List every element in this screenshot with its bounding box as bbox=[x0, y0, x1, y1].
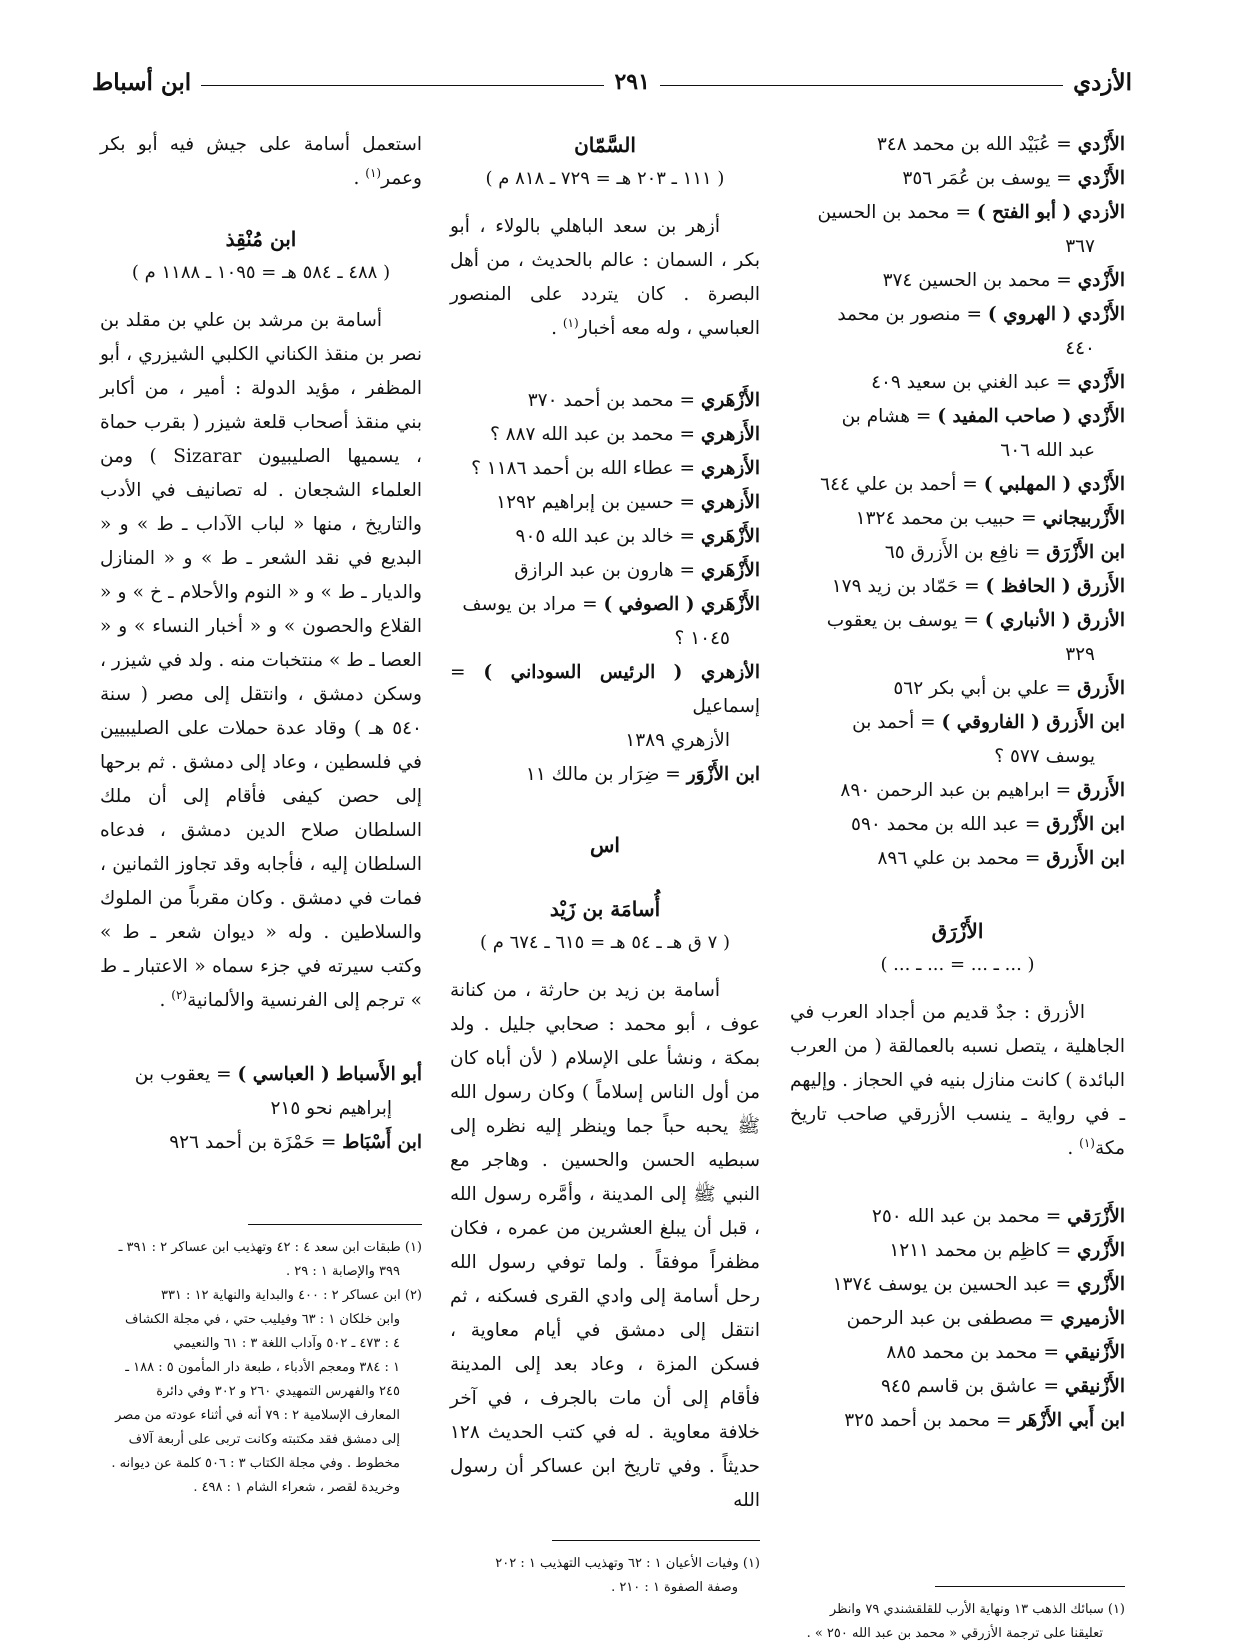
entry-headword: الأَزْدي bbox=[1077, 270, 1125, 291]
entry-reference: = حبيب بن محمد ١٣٢٤ bbox=[855, 508, 1043, 529]
entry-reference: = محمد بن عبد الله ٢٥٠ bbox=[871, 1206, 1068, 1227]
entry-reference: = يعقوب بن bbox=[134, 1064, 238, 1085]
index-entry bbox=[450, 486, 760, 520]
entry-reference: = عبد الحسين بن يوسف ١٣٧٤ bbox=[832, 1274, 1077, 1295]
footnote-line: ١ : ٣٨٤ ومعجم الأدباء ، طبعة دار المأمون ٥ : ١٨٨ ـ bbox=[125, 1360, 400, 1375]
entry-headword: أبو الأَسباط ( العباسي ) bbox=[237, 1064, 422, 1085]
section-letters: اس bbox=[590, 833, 620, 857]
index-entry bbox=[450, 418, 760, 452]
running-header bbox=[92, 62, 1132, 102]
entry-headword: ابن الأَزْوَر bbox=[686, 764, 760, 785]
index-entry bbox=[450, 452, 760, 486]
entry-reference: = يوسف بن يعقوب bbox=[826, 610, 985, 631]
footnotes-middle bbox=[450, 1552, 760, 1600]
entry-reference: = محمد بن الحسين ٣٧٤ bbox=[882, 270, 1078, 291]
entry-reference: = ابراهيم بن عبد الرحمن ٨٩٠ bbox=[840, 780, 1078, 801]
entry-reference: ٣٦٧ bbox=[1065, 236, 1095, 257]
entry-reference: = حسين بن إبراهيم ١٢٩٢ bbox=[496, 492, 701, 513]
entry-headword: الأَزْدي ( المهلبي ) bbox=[983, 474, 1125, 495]
entry-reference: = مراد بن يوسف bbox=[462, 594, 604, 615]
index-entry bbox=[790, 264, 1125, 298]
footnote-line: ٣٩٩ والإصابة ١ : ٢٩ . bbox=[286, 1264, 400, 1279]
index-entry bbox=[790, 638, 1125, 672]
index-entry bbox=[790, 332, 1125, 366]
entry-headword: ابن الأَزْرَق bbox=[1046, 542, 1125, 563]
index-entry bbox=[450, 758, 760, 792]
entry-headword: الأَزرق bbox=[1077, 678, 1125, 699]
article-title: السَّمّان bbox=[574, 133, 636, 157]
entry-reference: إبراهيم نحو ٢١٥ bbox=[270, 1098, 392, 1119]
entry-headword: الأَزْرَقي bbox=[1067, 1206, 1125, 1227]
footnote-line: (١) طبقات ابن سعد ٤ : ٤٢ وتهذيب ابن عساكر ٢ : ٣٩١ ـ bbox=[118, 1240, 422, 1255]
entry-reference: = عطاء الله بن أحمد ١١٨٦ ؟ bbox=[471, 458, 701, 479]
article-body: أزهر بن سعد الباهلي بالولاء ، أبو بكر ، السمان : عالم بالحديث ، من أهل البصرة . كان يتردد على المنصور العباسي ، وله معه أخبار$^{(١)}$ . bbox=[450, 216, 760, 339]
middle-column bbox=[450, 128, 760, 1518]
index-entry bbox=[790, 1404, 1125, 1438]
header-rule-left bbox=[201, 85, 604, 86]
entry-headword: الأَزْنيقي bbox=[1064, 1342, 1125, 1363]
entry-reference: = علي بن أبي بكر ٥٦٢ bbox=[893, 678, 1078, 699]
entry-headword: الأزرق ( الأنباري ) bbox=[984, 610, 1125, 631]
index-entry bbox=[790, 162, 1125, 196]
entry-reference: = كاظِم بن محمد ١٢١١ bbox=[889, 1240, 1077, 1261]
index-entry bbox=[450, 724, 760, 758]
footnote-line: (١) سبائك الذهب ١٣ ونهاية الأرب للقلقشندي ٧٩ وانظر bbox=[829, 1602, 1125, 1617]
entry-reference: = إسماعيل bbox=[450, 662, 760, 717]
entry-reference: ١٠٤٥ ؟ bbox=[674, 628, 730, 649]
index-entry bbox=[790, 230, 1125, 264]
entry-reference: = نافِع بن الأَزرق ٦٥ bbox=[884, 542, 1047, 563]
entry-reference: = محمد بن الحسين bbox=[817, 202, 977, 223]
header-rule-right bbox=[660, 85, 1063, 86]
index-entry bbox=[790, 366, 1125, 400]
entry-headword: الأَزْدي bbox=[1077, 372, 1125, 393]
index-entry bbox=[790, 298, 1125, 332]
entry-headword: الأزهري ( الرئيس السوداني ) bbox=[483, 662, 760, 683]
footnote-line: مخطوط . وفي مجلة الكتاب ٣ : ٥٠٦ كلمة عن ديوانه . bbox=[111, 1456, 400, 1471]
index-entry bbox=[790, 672, 1125, 706]
entry-reference: = محمد بن محمد ٨٨٥ bbox=[886, 1342, 1065, 1363]
index-entry bbox=[790, 536, 1125, 570]
index-entry bbox=[790, 434, 1125, 468]
entry-reference: = خالد بن عبد الله ٩٠٥ bbox=[515, 526, 701, 547]
entry-reference: ٤٤٠ bbox=[1065, 338, 1095, 359]
entry-headword: الأَزرق ( الحافظ ) bbox=[985, 576, 1125, 597]
entry-reference: = محمد بن أحمد ٣٧٠ bbox=[527, 390, 701, 411]
entry-reference: يوسف ٥٧٧ ؟ bbox=[994, 746, 1095, 767]
note-ref: (١) bbox=[1079, 1135, 1095, 1150]
index-entry bbox=[790, 604, 1125, 638]
article-dates: ( ١١١ ـ ٢٠٣ هـ = ٧٢٩ ـ ٨١٨ م ) bbox=[485, 168, 725, 189]
index-entry bbox=[790, 774, 1125, 808]
entry-reference: = محمد بن أحمد ٣٢٥ bbox=[844, 1410, 1018, 1431]
footnote-line: ٤ : ٤٧٣ ـ ٥٠٢ وآداب اللغة ٣ : ٦١ والنعيمي bbox=[173, 1336, 400, 1351]
footnote-line: وابن خلكان ١ : ٦٣ وفيليب حتي ، في مجلة الكشاف bbox=[125, 1312, 400, 1327]
entry-reference: = محمد بن علي ٨٩٦ bbox=[877, 848, 1047, 869]
index-entry bbox=[450, 656, 760, 724]
index-entry bbox=[790, 570, 1125, 604]
entry-headword: الأَزهري bbox=[700, 492, 760, 513]
index-entry bbox=[790, 740, 1125, 774]
header-left-word: ابن أسباط bbox=[92, 68, 192, 96]
article-body: الأزرق : جدٌ قديم من أجداد العرب في الجاهلية ، يتصل نسبه بالعمالقة ( من العرب البائدة ) كانت منازل بنيه في الحجاز . وإليهم ـ في رواية ـ ينسب الأزرقي صاحب تاريخ مكة$^{(١)}$ . bbox=[790, 1002, 1125, 1159]
entry-reference: = مصطفى بن عبد الرحمن bbox=[846, 1308, 1061, 1329]
index-entry bbox=[790, 1302, 1125, 1336]
footnote-rule-middle bbox=[552, 1540, 760, 1541]
index-entry bbox=[790, 468, 1125, 502]
index-entry bbox=[450, 384, 760, 418]
entry-reference: = هشام بن bbox=[841, 406, 938, 427]
index-entry bbox=[790, 1336, 1125, 1370]
article-title: أُسامَة بن زَيْد bbox=[549, 897, 661, 921]
entry-headword: الأَزْنيقي bbox=[1064, 1376, 1125, 1397]
index-entry bbox=[100, 1058, 422, 1092]
footnote-line: المعارف الإسلامية ٢ : ٧٩ أنه في أثناء عودته من مصر bbox=[115, 1408, 400, 1423]
entry-headword: الأزدي ( أبو الفتح ) bbox=[976, 202, 1125, 223]
right-column bbox=[790, 128, 1125, 1438]
footnote-rule-left bbox=[248, 1224, 422, 1225]
left-column bbox=[100, 128, 422, 1160]
right-entry-list bbox=[790, 128, 1125, 876]
entry-headword: ابن أَبي الأَزْهَر bbox=[1017, 1410, 1125, 1431]
entry-headword: الأَزْدي ( الهروي ) bbox=[987, 304, 1125, 325]
entry-headword: ابن الأَزرق ( الفاروقي ) bbox=[941, 712, 1125, 733]
entry-reference: = عبد الغني بن سعيد ٤٠٩ bbox=[871, 372, 1078, 393]
entry-headword: الأَزْهَري bbox=[700, 526, 760, 547]
index-entry bbox=[790, 502, 1125, 536]
note-ref: (٢) bbox=[171, 987, 188, 1002]
index-entry bbox=[790, 706, 1125, 740]
entry-reference: = عُبَيْد الله بن محمد ٣٤٨ bbox=[876, 134, 1078, 155]
entry-reference: = هارون بن عبد الرازق bbox=[514, 560, 701, 581]
note-ref: (١) bbox=[365, 165, 382, 180]
entry-headword: الأَزْدي ( صاحب المفيد ) bbox=[937, 406, 1125, 427]
entry-reference: الأزهري ١٣٨٩ bbox=[625, 730, 730, 751]
entry-reference: = ضِرَار بن مالك ١١ bbox=[525, 764, 687, 785]
footnote-line: (١) وفيات الأعيان ١ : ٦٢ وتهذيب التهذيب ١ : ٢٠٢ bbox=[495, 1556, 760, 1571]
index-entry bbox=[790, 128, 1125, 162]
entry-headword: الأَزْهَري bbox=[700, 560, 760, 581]
footnote-line: وخريدة لقصر ، شعراء الشام ١ : ٤٩٨ . bbox=[193, 1480, 400, 1495]
entry-headword: الأزميري bbox=[1060, 1308, 1125, 1329]
entry-reference: = أحمد بن علي ٦٤٤ bbox=[820, 474, 984, 495]
entry-headword: الأَزْهَري ( الصوفي ) bbox=[603, 594, 760, 615]
index-entry bbox=[100, 1126, 422, 1160]
index-entry bbox=[790, 1370, 1125, 1404]
note-ref: (١) bbox=[562, 315, 579, 330]
index-entry bbox=[790, 1200, 1125, 1234]
entry-reference: = منصور بن محمد bbox=[837, 304, 988, 325]
entry-reference: = محمد بن عبد الله ٨٨٧ ؟ bbox=[489, 424, 701, 445]
entry-headword: ابن أَسْبَاط bbox=[342, 1132, 422, 1153]
footnote-line: إلى دمشق فقد مكتبته وكانت تربى على أربعة آلاف bbox=[128, 1432, 400, 1447]
page-number: ٢٩١ bbox=[614, 69, 650, 95]
entry-headword: ابن الأَزرق bbox=[1046, 848, 1125, 869]
left-entry-list bbox=[100, 1058, 422, 1160]
entry-reference: = أحمد بن bbox=[852, 712, 942, 733]
entry-headword: الأَزْدي bbox=[1077, 168, 1125, 189]
entry-headword: ابن الأَزْرق bbox=[1046, 814, 1125, 835]
footnote-line: تعليقنا على ترجمة الأزرقي « محمد بن عبد الله ٢٥٠ » . bbox=[806, 1626, 1103, 1641]
index-entry bbox=[450, 588, 760, 622]
index-entry bbox=[790, 1234, 1125, 1268]
footnotes-left bbox=[100, 1236, 422, 1500]
article-title: ابن مُنْقِذ bbox=[225, 227, 297, 251]
entry-reference: ٣٢٩ bbox=[1065, 644, 1095, 665]
entry-headword: الأَزْري bbox=[1076, 1274, 1125, 1295]
index-entry bbox=[100, 1092, 422, 1126]
right-entry-list-2 bbox=[790, 1200, 1125, 1438]
entry-headword: الأَزْهَري bbox=[700, 390, 760, 411]
index-entry bbox=[450, 520, 760, 554]
entry-headword: الأَزْربيجاني bbox=[1042, 508, 1125, 529]
header-right-word: الأزدي bbox=[1073, 68, 1132, 96]
footnote-line: (٢) ابن عساكر ٢ : ٤٠٠ والبداية والنهاية ١٢ : ٣٣١ bbox=[160, 1288, 422, 1303]
footnote-line: وصفة الصفوة ١ : ٢١٠ . bbox=[611, 1580, 738, 1595]
entry-reference: = حَمْزَة بن أحمد ٩٢٦ bbox=[169, 1132, 343, 1153]
middle-entry-list bbox=[450, 384, 760, 792]
footnote-rule-right bbox=[935, 1586, 1125, 1587]
entry-headword: الأَزْدي bbox=[1077, 134, 1125, 155]
entry-reference: = حَمّاد بن زيد ١٧٩ bbox=[831, 576, 986, 597]
article-body: أسامة بن مرشد بن علي بن مقلد بن نصر بن منقذ الكناني الكلبي الشيزري ، أبو المظفر ، مؤيد الدولة : أمير ، من أكابر بني منقذ أصحاب قلعة شيزر ( بقرب حماة ، يسميها الصليبيون Sizarar ) ومن العلماء الشجعان . له تصانيف في الأدب والتاريخ ، منها « لباب الآداب ـ ط » و « البديع في نقد الشعر ـ ط » و « المنازل والديار ـ ط » و « النوم والأحلام ـ خ » و « القلاع والحصون » و « أخبار النساء » و « العصا ـ ط » منتخبات منه . ولد في شيزر ، وسكن دمشق ، وانتقل إلى مصر ( سنة ٥٤٠ هـ ) وقاد عدة حملات على الصليبيين في فلسطين ، وعاد إلى دمشق . ثم برحها إلى حصن كيفى فأقام إلى أن ملك السلطان صلاح الدين دمشق ، فدعاه السلطان إليه ، فأجابه وقد تجاوز الثمانين ، فمات في دمشق . وكان مقرباً من الملوك والسلاطين . وله « ديوان شعر ـ ط » وكتب سيرته في جزء سماه « الاعتبار ـ ط » ترجم إلى الفرنسية والألمانية$^{(٢)}$ . bbox=[100, 310, 423, 1011]
entry-headword: الأَزهري bbox=[700, 424, 760, 445]
index-entry bbox=[790, 400, 1125, 434]
footnote-line: ٢٤٥ والفهرس التمهيدي ٢٦٠ و ٣٠٢ وفي دائرة bbox=[156, 1384, 400, 1399]
entry-headword: الأَزرق bbox=[1077, 780, 1125, 801]
entry-headword: الأَزْري bbox=[1076, 1240, 1125, 1261]
index-entry bbox=[450, 554, 760, 588]
article-dates: ( ٤٨٨ ـ ٥٨٤ هـ = ١٠٩٥ ـ ١١٨٨ م ) bbox=[131, 262, 391, 283]
entry-headword: الأَزهري bbox=[700, 458, 760, 479]
index-entry bbox=[790, 196, 1125, 230]
article-title: الأَزْرَق bbox=[931, 919, 984, 943]
index-entry bbox=[450, 622, 760, 656]
entry-reference: = عاشق بن قاسم ٩٤٥ bbox=[881, 1376, 1065, 1397]
article-body: أسامة بن زيد بن حارثة ، من كنانة عوف ، أبو محمد : صحابي جليل . ولد بمكة ، ونشأ على الإسلام ( لأن أباه كان من أول الناس إسلاماً ) وكان رسول الله ﷺ يحبه حباً جما وينظر إليه نظره إلى سبطيه الحسن والحسين . وهاجر مع النبي ﷺ إلى المدينة ، وأمَّره رسول الله ، قبل أن يبلغ العشرين من عمره ، فكان مظفراً موفقاً . ولما توفي رسول الله رحل أسامة إلى وادي القرى فسكنه ، ثم انتقل إلى دمشق في أيام معاوية ، فسكن المزة ، وعاد بعد إلى المدينة فأقام إلى أن مات بالجرف ، في آخر خلافة معاوية . له في كتب الحديث ١٢٨ حديثاً . وفي تاريخ ابن عساكر أن رسول الله bbox=[450, 980, 760, 1511]
index-entry bbox=[790, 808, 1125, 842]
entry-reference: = يوسف بن عُمَر ٣٥٦ bbox=[902, 168, 1078, 189]
footnotes-right bbox=[790, 1598, 1125, 1646]
entry-reference: = عبد الله بن محمد ٥٩٠ bbox=[851, 814, 1047, 835]
article-dates: ( ... ـ ... = ... ـ ... ) bbox=[880, 954, 1035, 975]
index-entry bbox=[790, 1268, 1125, 1302]
article-dates: ( ٧ ق هـ ـ ٥٤ هـ = ٦١٥ ـ ٦٧٤ م ) bbox=[479, 932, 731, 953]
entry-reference: عبد الله ٦٠٦ bbox=[1000, 440, 1095, 461]
index-entry bbox=[790, 842, 1125, 876]
continuation-text: استعمل أسامة على جيش فيه أبو بكر وعمر$^{(١)}$ . bbox=[100, 134, 422, 189]
